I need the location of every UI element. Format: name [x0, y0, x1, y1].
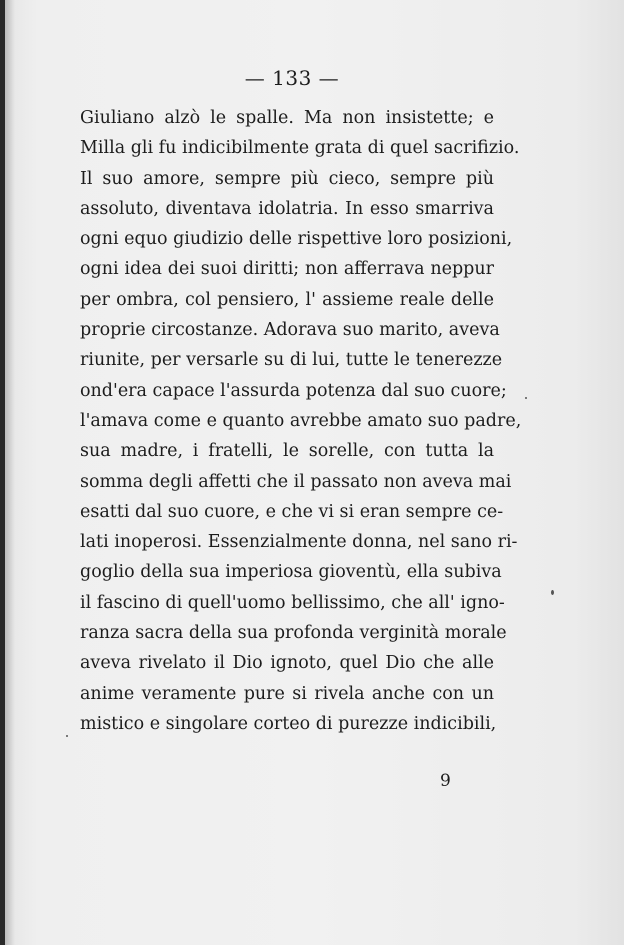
- text-line: ogni idea dei suoi diritti; non afferrava neppur: [80, 259, 494, 280]
- text-line: Giuliano alzò le spalle. Ma non insistette; e: [80, 108, 494, 128]
- text-line: lati inoperosi. Essenzialmente donna, nel sano ri-: [80, 532, 518, 553]
- ink-speck: [66, 735, 68, 737]
- text-line: mistico e singolare corteo di purezze indicibili,: [80, 713, 497, 734]
- text-line: il fascino di quell'uomo bellissimo, che all' igno-: [80, 592, 505, 613]
- text-line: l'amava come e quanto avrebbe amato suo padre,: [80, 410, 522, 431]
- text-line: Milla gli fu indicibilmente grata di quel sacrifizio.: [80, 138, 520, 159]
- text-line: ranza sacra della sua profonda verginità morale: [80, 623, 507, 644]
- text-line: ond'era capace l'assurda potenza dal suo cuore;: [80, 380, 507, 401]
- text-line: somma degli affetti che il passato non aveva mai: [80, 471, 512, 492]
- text-line: goglio della sua imperiosa gioventù, ella subiva: [80, 562, 502, 583]
- text-line: riunite, per versarle su di lui, tutte le tenerezze: [80, 350, 503, 371]
- ink-speck: [551, 590, 554, 595]
- text-line: sua madre, i fratelli, le sorelle, con tutta la: [80, 441, 494, 462]
- binding-shadow: [5, 0, 15, 945]
- text-line: assoluto, diventava idolatria. In esso smarriva: [80, 198, 494, 219]
- text-line: esatti dal suo cuore, e che vi si eran sempre ce-: [80, 501, 504, 522]
- text-line: per ombra, col pensiero, l' assieme reale delle: [80, 289, 494, 310]
- text-line: anime veramente pure si rivela anche con un: [80, 683, 494, 704]
- text-line: proprie circostanze. Adorava suo marito, aveva: [80, 320, 500, 341]
- body-text: [80, 103, 522, 739]
- text-line: Il suo amore, sempre più cieco, sempre più: [80, 168, 494, 189]
- text-line: ogni equo giudizio delle rispettive loro posizioni,: [80, 229, 513, 250]
- text-line: aveva rivelato il Dio ignoto, quel Dio che alle: [80, 653, 494, 674]
- page-number: — 133 —: [244, 66, 340, 90]
- ink-speck: [525, 397, 527, 399]
- signature-mark: 9: [440, 771, 451, 791]
